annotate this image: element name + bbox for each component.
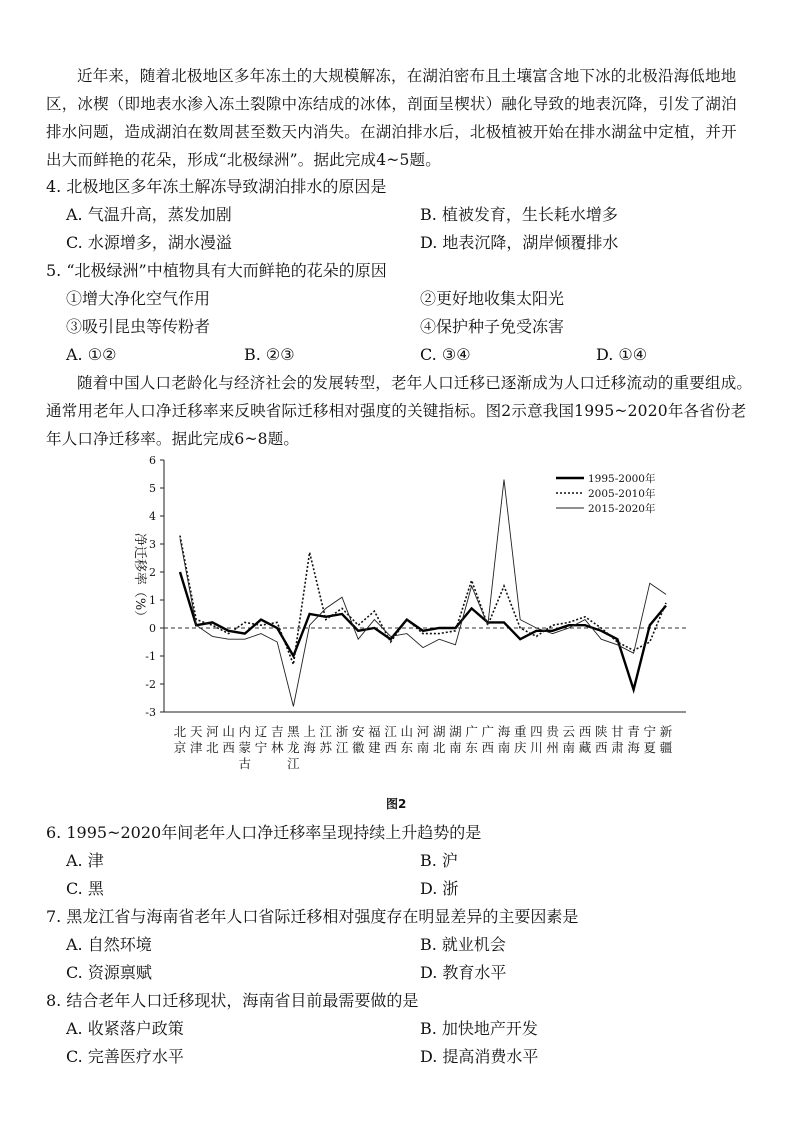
x-tick-label: 上海	[303, 724, 316, 755]
x-tick-label: 云南	[562, 724, 576, 755]
x-tick-label: 陕西	[594, 724, 608, 755]
x-tick-label: 内蒙古	[238, 724, 252, 771]
x-tick-label: 吉林	[270, 724, 284, 755]
x-tick-label: 湖北	[432, 724, 446, 755]
x-tick-label: 黑龙江	[287, 724, 300, 771]
question-7-stem: 7. 黑龙江省与海南省老年人口省际迁移相对强度存在明显差异的主要因素是	[46, 907, 579, 926]
y-tick-label: 0	[149, 622, 156, 635]
x-tick-label: 河北	[206, 724, 219, 755]
y-tick-label: 2	[149, 566, 156, 579]
q5-option-b[interactable]: B. ②③	[244, 345, 295, 364]
y-tick-label: -2	[145, 678, 156, 691]
x-tick-label: 四川	[530, 724, 543, 755]
q8-option-b[interactable]: B. 加快地产开发	[420, 1019, 538, 1038]
q5-option-c[interactable]: C. ③④	[420, 345, 471, 364]
x-tick-label: 江西	[384, 724, 397, 755]
q5-item-3: ③吸引昆虫等传粉者	[66, 317, 211, 336]
passage-elderly-migration	[46, 369, 762, 453]
series-line-1	[180, 572, 666, 690]
q6-option-a[interactable]: A. 津	[66, 851, 104, 870]
passage-line: 随着中国人口老龄化与经济社会的发展转型，老年人口迁移已逐渐成为人口迁移流动的重要组成。	[77, 374, 753, 392]
migration-rate-chart	[0, 448, 800, 788]
x-tick-label: 海南	[497, 724, 511, 755]
q4-option-c[interactable]: C. 水源增多，湖水漫溢	[66, 233, 232, 252]
x-tick-label: 江苏	[319, 724, 333, 755]
x-tick-label: 安徽	[351, 724, 365, 755]
q7-option-c[interactable]: C. 资源禀赋	[66, 963, 152, 982]
y-axis-label: 净迁移率（%）	[132, 532, 147, 624]
x-tick-label: 湖南	[449, 724, 462, 755]
y-tick-label: 6	[149, 454, 156, 467]
passage-arctic	[46, 62, 762, 174]
x-tick-label: 西藏	[578, 724, 592, 755]
q7-option-a[interactable]: A. 自然环境	[66, 935, 152, 954]
x-tick-label: 广西	[481, 724, 495, 755]
q4-option-a[interactable]: A. 气温升高，蒸发加剧	[66, 205, 232, 224]
x-tick-label: 北京	[173, 724, 187, 755]
y-tick-label: 3	[149, 538, 156, 551]
q4-option-d[interactable]: D. 地表沉降，湖岸倾覆排水	[420, 233, 619, 252]
x-tick-label: 山西	[222, 724, 235, 755]
x-tick-label: 天津	[189, 724, 203, 755]
legend-label-2: 2005-2010年	[588, 488, 656, 500]
x-tick-label: 贵州	[546, 724, 559, 755]
q8-option-d[interactable]: D. 提高消费水平	[420, 1047, 539, 1066]
x-tick-label: 山东	[400, 724, 414, 755]
y-tick-label: 5	[149, 482, 156, 495]
q6-option-c[interactable]: C. 黑	[66, 879, 104, 898]
q4-option-b[interactable]: B. 植被发育，生长耗水增多	[420, 205, 618, 224]
q8-option-c[interactable]: C. 完善医疗水平	[66, 1047, 184, 1066]
q5-item-1: ①增大净化空气作用	[66, 289, 211, 308]
x-tick-label: 广东	[465, 724, 478, 755]
y-tick-label: 1	[149, 594, 156, 607]
q8-option-a[interactable]: A. 收紧落户政策	[66, 1019, 184, 1038]
y-tick-label: 4	[149, 510, 156, 523]
x-tick-label: 辽宁	[254, 724, 268, 755]
y-tick-label: -3	[145, 706, 156, 719]
q5-option-a[interactable]: A. ①②	[66, 345, 117, 364]
passage-line: 出大而鲜艳的花朵，形成“北极绿洲”。据此完成4~5题。	[46, 151, 441, 169]
x-tick-label: 浙江	[335, 724, 349, 755]
q7-option-d[interactable]: D. 教育水平	[420, 963, 507, 982]
q5-item-4: ④保护种子免受冻害	[420, 317, 565, 336]
question-8-stem: 8. 结合老年人口迁移现状，海南省目前最需要做的是	[46, 991, 419, 1010]
figure-caption: 图2	[386, 797, 407, 811]
q6-option-b[interactable]: B. 沪	[420, 851, 458, 870]
x-tick-label: 福建	[368, 724, 381, 755]
x-tick-label: 新疆	[659, 724, 673, 755]
question-6-stem: 6. 1995~2020年间老年人口净迁移率呈现持续上升趋势的是	[46, 823, 482, 842]
q7-option-b[interactable]: B. 就业机会	[420, 935, 506, 954]
passage-line: 通常用老年人口净迁移率来反映省际迁移相对强度的关键指标。图2示意我国1995~2020年各省份老	[46, 402, 747, 420]
y-tick-label: -1	[145, 650, 156, 663]
x-tick-label: 宁夏	[643, 724, 657, 755]
passage-line: 近年来，随着北极地区多年冻土的大规模解冻，在湖泊密布且土壤富含地下冰的北极沿海低地地	[77, 67, 737, 85]
x-tick-label: 河南	[416, 724, 430, 755]
x-tick-label: 甘肃	[611, 724, 624, 755]
series-line-2	[180, 536, 666, 665]
passage-line: 排水问题，造成湖泊在数周甚至数天内消失。在湖泊排水后，北极植被开始在排水湖盆中定植，并开	[46, 123, 737, 141]
q5-item-2: ②更好地收集太阳光	[420, 289, 565, 308]
question-5-stem: 5. “北极绿洲”中植物具有大而鲜艳的花朵的原因	[46, 261, 387, 280]
x-tick-label: 重庆	[513, 724, 527, 755]
legend-label-3: 2015-2020年	[588, 503, 656, 515]
passage-line: 年人口净迁移率。据此完成6~8题。	[46, 430, 300, 448]
question-4-stem: 4. 北极地区多年冻土解冻导致湖泊排水的原因是	[46, 177, 387, 196]
q5-option-d[interactable]: D. ①④	[596, 345, 648, 364]
passage-line: 区，冰楔（即地表水渗入冻土裂隙中冻结成的冰体，剖面呈楔状）融化导致的地表沉降，引发了湖泊	[46, 95, 737, 113]
x-tick-label: 青海	[627, 724, 640, 755]
q6-option-d[interactable]: D. 浙	[420, 879, 459, 898]
legend-label-1: 1995-2000年	[588, 473, 656, 485]
